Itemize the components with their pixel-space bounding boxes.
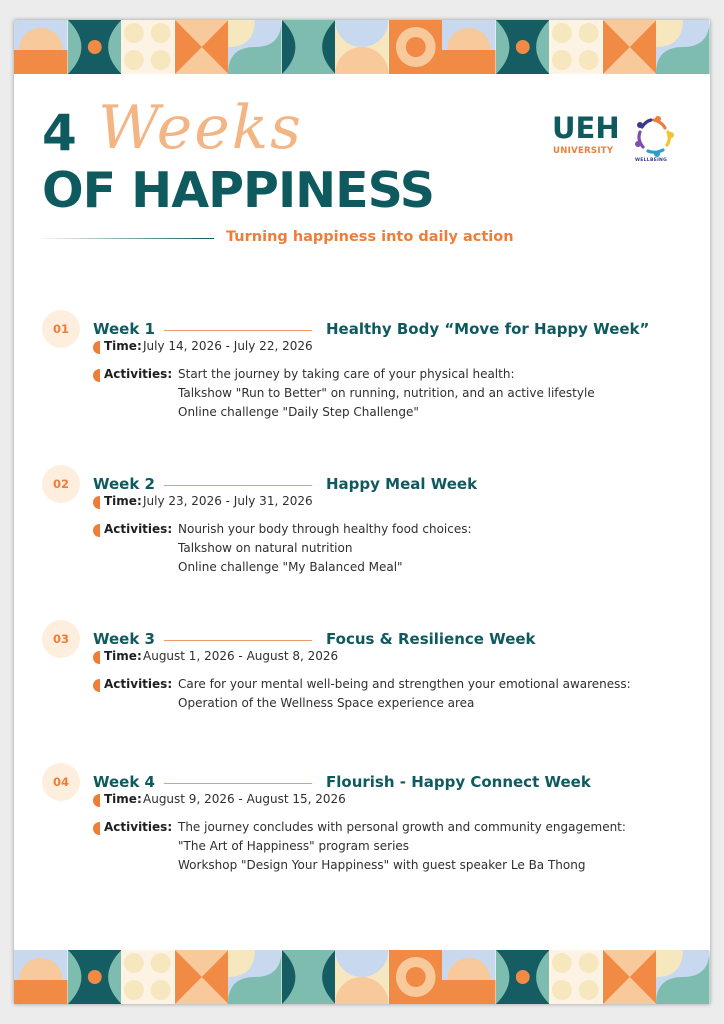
time-label: Time: [104, 494, 142, 508]
title-number: 4 [42, 104, 77, 162]
pattern-tile [335, 20, 389, 74]
pattern-tile [389, 950, 443, 1004]
pattern-tile [496, 950, 550, 1004]
week-number-badge: 04 [42, 763, 80, 801]
bullet-icon [93, 369, 100, 382]
time-value: August 9, 2026 - August 15, 2026 [143, 792, 346, 806]
wellbeing-icon [632, 114, 676, 158]
activities-list [178, 520, 472, 577]
activity-line: Care for your mental well-being and strengthen your emotional awareness: [178, 677, 631, 691]
week-theme: Focus & Resilience Week [326, 630, 536, 648]
pattern-tile [228, 950, 282, 1004]
time-value: August 1, 2026 - August 8, 2026 [143, 649, 339, 663]
decorative-pattern-bottom [14, 950, 710, 1004]
bullet-icon [93, 524, 100, 537]
pattern-tile [68, 20, 122, 74]
pattern-tile [14, 20, 68, 74]
time-label: Time: [104, 792, 142, 806]
activity-line: Talkshow "Run to Better" on running, nutrition, and an active lifestyle [178, 386, 595, 400]
ueh-logo [552, 111, 682, 170]
activities-label: Activities: [104, 367, 173, 381]
activities-label: Activities: [104, 820, 173, 834]
pattern-tile [549, 20, 603, 74]
week-label: Week 3 [93, 630, 155, 648]
pattern-tile [68, 950, 122, 1004]
time-value: July 14, 2026 - July 22, 2026 [143, 339, 313, 353]
activity-line: The journey concludes with personal growth and community engagement: [178, 820, 626, 834]
bullet-icon [93, 679, 100, 692]
activities-label: Activities: [104, 522, 173, 536]
pattern-tile [549, 950, 603, 1004]
week-divider [164, 640, 312, 641]
pattern-tile [442, 20, 496, 74]
pattern-tile [282, 950, 336, 1004]
pattern-tile [603, 950, 657, 1004]
activity-line: "The Art of Happiness" program series [178, 839, 410, 853]
pattern-tile [282, 20, 336, 74]
bullet-icon [93, 496, 100, 509]
pattern-tile [175, 950, 229, 1004]
logo-mark-label: WELLBEING [635, 158, 668, 163]
pattern-tile [656, 950, 710, 1004]
poster-sheet [14, 20, 710, 1004]
activities-list [178, 818, 626, 875]
pattern-tile [228, 20, 282, 74]
activity-line: Start the journey by taking care of your physical health: [178, 367, 515, 381]
week-number-badge: 01 [42, 310, 80, 348]
time-label: Time: [104, 649, 142, 663]
week-label: Week 2 [93, 475, 155, 493]
activities-list [178, 365, 595, 422]
pattern-tile [121, 20, 175, 74]
pattern-tile [389, 20, 443, 74]
pattern-tile [335, 950, 389, 1004]
week-theme: Happy Meal Week [326, 475, 478, 493]
week-number-badge: 02 [42, 465, 80, 503]
activities-label: Activities: [104, 677, 173, 691]
pattern-tile [656, 20, 710, 74]
activity-line: Workshop "Design Your Happiness" with guest speaker Le Ba Thong [178, 858, 586, 872]
page-title: OF HAPPINESS [42, 162, 435, 219]
activities-list [178, 675, 631, 713]
title-divider [42, 238, 214, 239]
week-divider [164, 485, 312, 486]
week-label: Week 4 [93, 773, 155, 791]
activity-line: Operation of the Wellness Space experience area [178, 696, 475, 710]
pattern-tile [442, 950, 496, 1004]
activity-line: Nourish your body through healthy food choices: [178, 522, 472, 536]
bullet-icon [93, 651, 100, 664]
pattern-tile [496, 20, 550, 74]
pattern-tile [175, 20, 229, 74]
week-divider [164, 330, 312, 331]
decorative-pattern-top [14, 20, 710, 74]
week-label: Week 1 [93, 320, 155, 338]
logo-name: UEH [552, 111, 620, 145]
activity-line: Online challenge "My Balanced Meal" [178, 560, 403, 574]
bullet-icon [93, 341, 100, 354]
pattern-tile [14, 950, 68, 1004]
week-theme: Healthy Body “Move for Happy Week” [326, 320, 650, 338]
title-script-word: Weeks [98, 93, 303, 163]
activity-line: Talkshow on natural nutrition [178, 541, 353, 555]
logo-subtitle: UNIVERSITY [553, 146, 614, 156]
week-divider [164, 783, 312, 784]
bullet-icon [93, 794, 100, 807]
week-number-badge: 03 [42, 620, 80, 658]
pattern-tile [121, 950, 175, 1004]
pattern-tile [603, 20, 657, 74]
bullet-icon [93, 822, 100, 835]
tagline: Turning happiness into daily action [226, 229, 514, 245]
time-label: Time: [104, 339, 142, 353]
activity-line: Online challenge "Daily Step Challenge" [178, 405, 419, 419]
time-value: July 23, 2026 - July 31, 2026 [143, 494, 313, 508]
week-theme: Flourish - Happy Connect Week [326, 773, 591, 791]
